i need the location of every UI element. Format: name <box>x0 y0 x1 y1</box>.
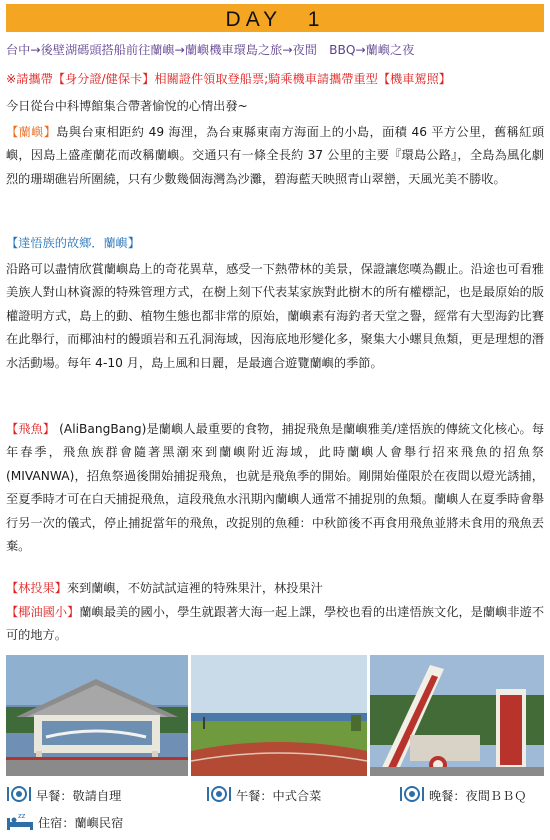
dinner-text: 晚餐：夜間ＢＢＱ <box>429 789 527 803</box>
day-header <box>6 4 544 32</box>
island-tag: 【蘭嶼】 <box>6 125 57 139</box>
fruit-tag: 【林投果】 <box>6 581 67 595</box>
day-title: DAY 1 <box>225 8 325 31</box>
photo-boat-shelter <box>6 655 188 776</box>
dish-icon <box>6 785 36 806</box>
island-paragraph <box>6 121 544 191</box>
meals-row <box>6 785 546 809</box>
island-text: 島與台東相距約 49 海浬，為台東縣東南方海面上的小島，面積 46 平方公里，舊稱紅頭嶼，因島上盛產蘭花而改稱蘭嶼。交通只有一條全長約 37 公里的主要『環島公路』，全島為風化劇烈的珊瑚礁岩所圍繞，只有少數幾個海灣為沙灘，碧海藍天映照青山翠巒，天風光美不勝收。 <box>6 125 545 186</box>
breakfast-text: 早餐：敬請自理 <box>36 789 122 803</box>
bed-icon <box>6 811 38 834</box>
dish-icon <box>206 785 236 806</box>
dish-icon <box>399 785 429 806</box>
hometown-heading: 【達悟族的故鄉．蘭嶼】 <box>6 236 141 250</box>
fruit-text: 來到蘭嶼，不妨試試這裡的特殊果汁，林投果汁 <box>66 581 323 595</box>
intro-text: 今日從台中科博館集合帶著愉悅的心情出發~ <box>6 99 248 113</box>
lunch-text: 午餐：中式合菜 <box>236 789 322 803</box>
fruit-paragraph <box>6 577 544 600</box>
photo-school-gate <box>370 655 544 776</box>
hometown-text: 沿路可以盡情欣賞蘭嶼島上的奇花異草，感受一下熱帶林的美景，保證讓您嘆為觀止。沿途也可看雅美族人對山林資源的特殊管理方式，在樹上刻下代表某家族對此樹木的所有權標記，也是最原始的版權證明方式，島上的動、植物生態也都非常的原始，蘭嶼素有海釣者天堂之譽，經常有大型海釣比賽在此舉行，而椰油村的饅頭岩和五孔洞海域，因海底地形變化多，聚集大小螺貝魚類，更是理想的潛水活動場。每年 4-10 月，島上風和日麗，是最適合遊覽蘭嶼的季節。 <box>6 262 544 370</box>
flyingfish-text: (AliBangBang)是蘭嶼人最重要的食物，捕捉飛魚是蘭嶼雅美/達悟族的傳統文化核心。每年春季，飛魚族群會隨著黑潮來到蘭嶼附近海域，此時蘭嶼人會舉行招來飛魚的招魚祭 (MIVANWA)，招魚祭過後開始捕捉飛魚，也就是飛魚季的開始。剛開始僅限於在夜間以燈光誘捕，至夏季時才可在白天捕捉飛魚，這段飛魚水汛期內蘭嶼人通常不捕捉別的魚類。蘭嶼人在夏季時會舉行另一次的儀式，停止捕捉當年的飛魚，改捉別的魚種：中秋節後不再食用飛魚並將未食用的飛魚丟棄。 <box>6 422 545 554</box>
route-summary: 台中→後壁湖碼頭搭船前往蘭嶼→蘭嶼機車環島之旅→夜間 BBQ→蘭嶼之夜 <box>6 43 415 57</box>
photo-school-field <box>191 655 367 776</box>
hometown-paragraph <box>6 258 544 375</box>
flyingfish-paragraph <box>6 418 544 558</box>
school-tag: 【椰油國小】 <box>6 605 80 619</box>
breakfast-item <box>6 785 121 806</box>
lunch-item <box>206 785 321 806</box>
flyingfish-tag: 【飛魚】 <box>6 422 56 436</box>
svg-text:zz: zz <box>18 812 26 820</box>
lodging-row <box>6 811 123 834</box>
lodging-text: 住宿：蘭嶼民宿 <box>38 816 124 830</box>
dinner-item <box>399 785 527 806</box>
notice-text: ※請攜帶【身分證/健保卡】相關證件領取登船票;騎乘機車請攜帶重型【機車駕照】 <box>6 72 451 86</box>
school-paragraph <box>6 601 544 648</box>
school-text: 蘭嶼最美的國小，學生就跟著大海一起上課，學校也看的出達悟族文化，是蘭嶼非遊不可的地方。 <box>6 605 545 643</box>
